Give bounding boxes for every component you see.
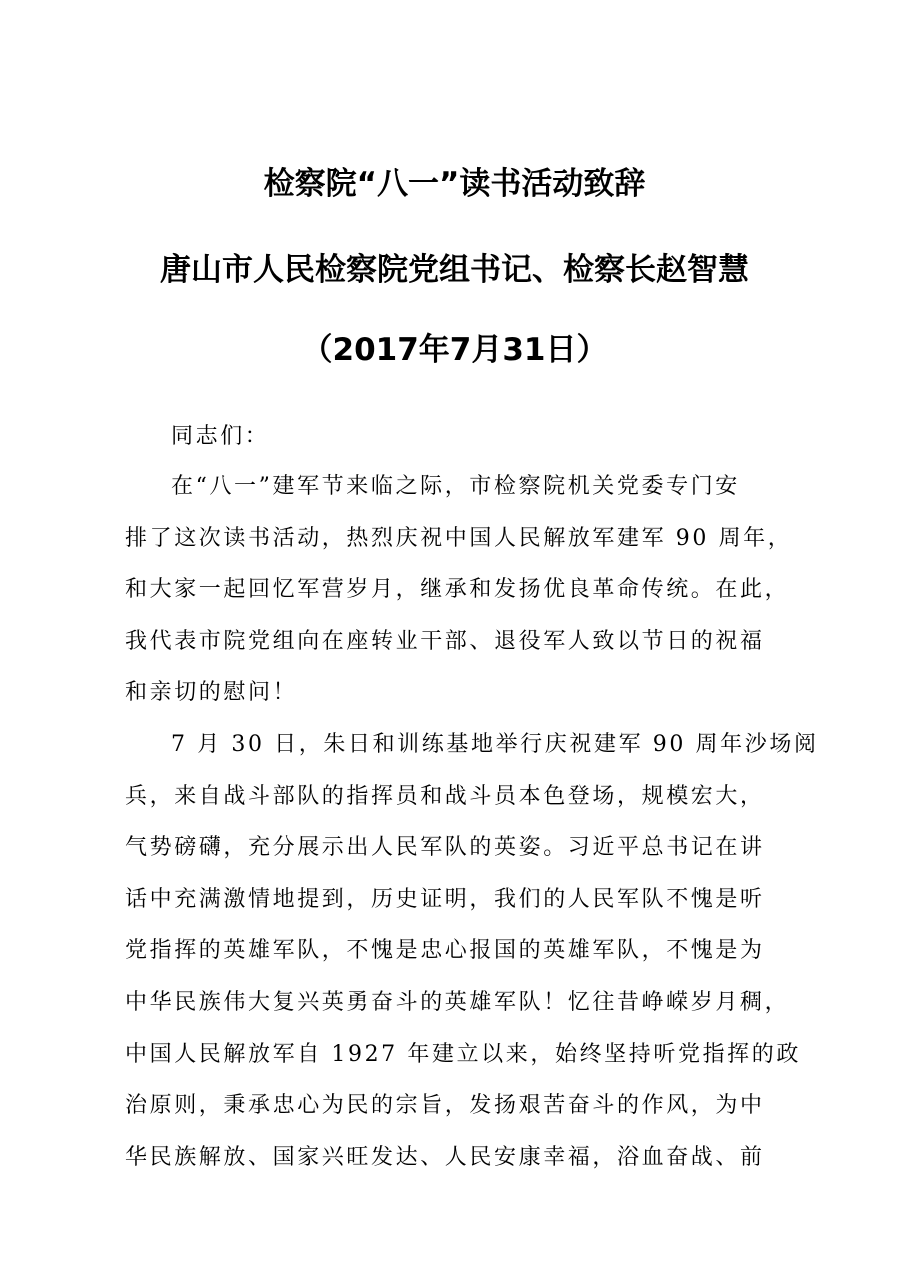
paragraph-line: 排了这次读书活动，热烈庆祝中国人民解放军建军 90 周年， [125, 525, 793, 551]
paragraph-line: 和大家一起回忆军营岁月，继承和发扬优良革命传统。在此， [125, 577, 790, 603]
document-title: 检察院“八一”读书活动致辞 [263, 166, 646, 202]
greeting: 同志们： [171, 424, 270, 449]
paragraph-line: 华民族解放、国家兴旺发达、人民安康幸福，浴血奋战、前 [125, 1144, 765, 1170]
document-date: （2017年7月31日） [301, 332, 608, 368]
paragraph-line: 7 月 30 日，朱日和训练基地举行庆祝建军 90 周年沙场阅 [171, 731, 819, 757]
document-author: 唐山市人民检察院党组书记、检察长赵智慧 [160, 252, 749, 288]
document-body [125, 412, 819, 1183]
paragraph-line: 话中充满激情地提到，历史证明，我们的人民军队不愧是听 [125, 886, 765, 912]
paragraph-line: 气势磅礴，充分展示出人民军队的英姿。习近平总书记在讲 [125, 835, 765, 861]
paragraph-line: 和亲切的慰问！ [125, 680, 298, 706]
paragraph-line: 中华民族伟大复兴英勇奋斗的英雄军队！忆往昔峥嵘岁月稠， [125, 989, 790, 1015]
paragraph-line: 党指挥的英雄军队，不愧是忠心报国的英雄军队，不愧是为 [125, 938, 765, 964]
paragraph-line: 中国人民解放军自 1927 年建立以来，始终坚持听党指挥的政 [125, 1041, 801, 1067]
paragraph-line: 兵，来自战斗部队的指挥员和战斗员本色登场，规模宏大， [125, 783, 765, 809]
paragraph-line: 在“八一”建军节来临之际，市检察院机关党委专门安 [171, 474, 740, 499]
paragraph-line: 治原则，秉承忠心为民的宗旨，发扬艰苦奋斗的作风，为中 [125, 1093, 765, 1119]
paragraph-line: 我代表市院党组向在座转业干部、退役军人致以节日的祝福 [125, 628, 765, 654]
